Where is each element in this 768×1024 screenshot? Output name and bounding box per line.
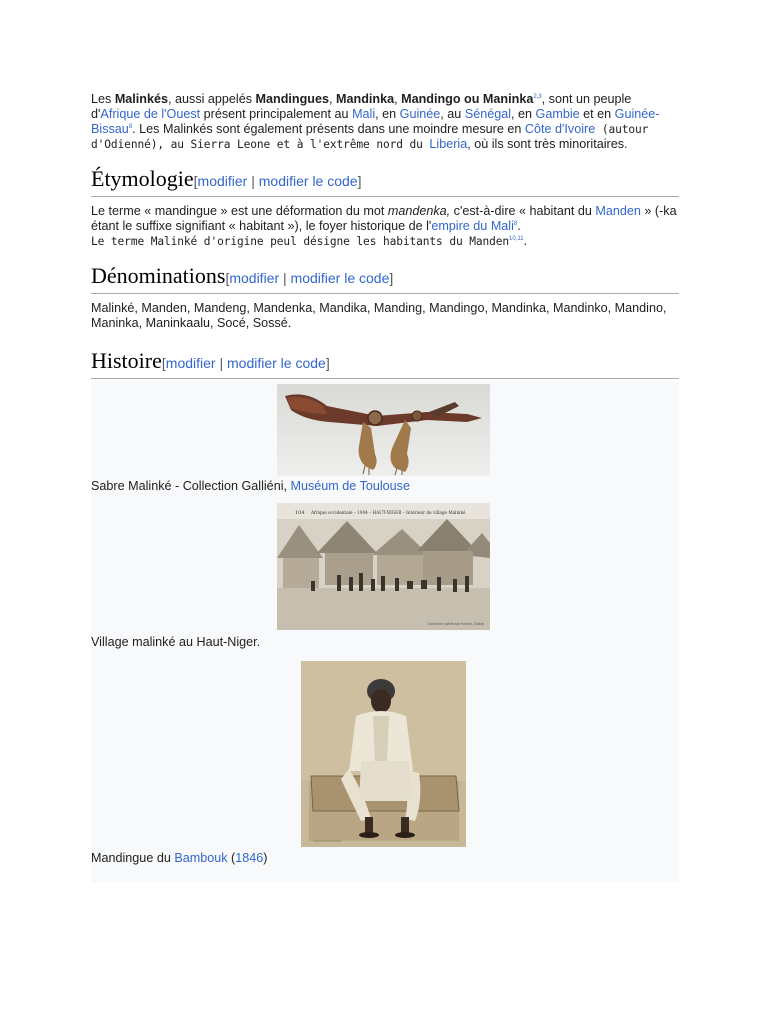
caption-text: ( <box>227 851 236 865</box>
bracket: ] <box>325 355 330 371</box>
heading-title: Étymologie <box>91 166 194 191</box>
mandingue-caption <box>91 851 267 866</box>
caption-text: Mandingue du <box>91 851 175 865</box>
section-heading-histoire <box>91 348 679 379</box>
text: , en <box>375 107 400 121</box>
link-guinee[interactable]: Guinée <box>399 107 441 121</box>
postcard-header: Afrique occidentale – 1904 – HAUT-NIGER – Intérieur de village Malinké <box>311 510 466 515</box>
sabre-image[interactable] <box>277 384 490 476</box>
intro-paragraph <box>91 92 679 152</box>
text: , aussi appelés <box>168 92 256 106</box>
bold-term: Malinkés <box>114 92 169 106</box>
bracket: [ <box>225 270 230 286</box>
link-guinee-bissau[interactable]: Guinée-Bissau <box>91 107 660 136</box>
edit-code-link[interactable]: modifier le code <box>227 355 326 371</box>
village-image[interactable] <box>277 503 490 630</box>
sabre-caption <box>91 479 410 494</box>
denominations-paragraph: Malinké, Manden, Mandeng, Mandenka, Mandika, Manding, Mandingo, Mandinka, Mandinko, Mandino, Maninka, Maninkaalu, Socé, Sossé. <box>91 301 667 330</box>
link-senegal[interactable]: Sénégal <box>464 107 512 121</box>
section-heading-denominations <box>91 263 679 294</box>
bracket: [ <box>161 355 166 371</box>
bracket: ] <box>389 270 394 286</box>
link-afrique-ouest[interactable]: Afrique de l'Ouest <box>100 107 201 121</box>
caption-text: Sabre Malinké - Collection Galliéni, <box>91 479 291 493</box>
link-museum-toulouse[interactable]: Muséum de Toulouse <box>290 479 410 493</box>
text: . <box>517 219 521 233</box>
edit-link[interactable]: modifier <box>229 270 280 286</box>
text: , en <box>511 107 536 121</box>
edit-code-link[interactable]: modifier le code <box>258 173 358 189</box>
link-bambouk[interactable]: Bambouk <box>174 851 228 865</box>
text: . <box>523 234 528 248</box>
heading-title: Dénominations <box>91 263 226 288</box>
text: (autour d'Odienné), au Sierra Leone et à l'extrême nord du <box>91 123 649 151</box>
caption-text: ) <box>263 851 268 865</box>
text: présent principalement au <box>200 107 353 121</box>
link-empire-mali[interactable]: empire du Mali <box>431 219 514 233</box>
section-heading-etymologie <box>91 166 679 197</box>
separator: | <box>247 173 259 189</box>
link-cote-divoire[interactable]: Côte d'Ivoire <box>524 122 596 136</box>
text: , <box>329 92 336 106</box>
heading-title: Histoire <box>91 348 162 373</box>
edit-section <box>225 270 393 286</box>
link-1846[interactable]: 1846 <box>235 851 264 865</box>
link-mali[interactable]: Mali <box>352 107 376 121</box>
text: c'est-à-dire « habitant du <box>450 204 596 218</box>
mandingue-portrait-image[interactable] <box>301 661 466 847</box>
text: , où ils sont très minoritaires. <box>467 137 628 151</box>
postcard-number: 104 <box>295 510 305 516</box>
bracket: ] <box>357 173 362 189</box>
reference-link[interactable]: 8 <box>128 124 133 130</box>
text: et en <box>579 107 615 121</box>
text: » (-ka étant le suffixe signifiant « habitant »), le foyer historique de l' <box>91 204 677 233</box>
text: , sont un peuple d' <box>91 92 632 121</box>
text: , <box>394 92 402 106</box>
text: Le terme Malinké d'origine peul désigne les habitants du Manden <box>91 235 510 248</box>
etymologie-paragraph <box>91 204 679 249</box>
bold-term: Mandingo ou Maninka <box>401 92 534 106</box>
village-caption: Village malinké au Haut-Niger. <box>91 635 261 649</box>
bracket: [ <box>193 173 198 189</box>
article-content <box>91 92 679 882</box>
edit-link[interactable]: modifier <box>165 355 216 371</box>
link-manden[interactable]: Manden <box>595 204 641 218</box>
text: Le terme « mandingue » est une déformation du mot <box>91 204 388 218</box>
bold-term: Mandingues <box>255 92 329 106</box>
text: , au <box>440 107 465 121</box>
text: . Les Malinkés sont également présents dans une moindre mesure en <box>132 122 525 136</box>
edit-code-link[interactable]: modifier le code <box>290 270 390 286</box>
reference-link[interactable]: 8 <box>513 221 518 227</box>
separator: | <box>279 270 291 286</box>
bold-term: Mandinka <box>336 92 395 106</box>
text: Les <box>91 92 115 106</box>
reference-link[interactable]: 10,11 <box>509 236 524 242</box>
edit-section <box>194 173 362 189</box>
edit-link[interactable]: modifier <box>197 173 248 189</box>
separator: | <box>215 355 227 371</box>
gallery <box>91 382 679 882</box>
italic-term: mandenka, <box>387 204 451 218</box>
postcard-footer: Collection générale Fortier, Dakar <box>427 622 485 626</box>
reference-link[interactable]: 2,3 <box>533 94 542 100</box>
edit-section <box>162 355 330 371</box>
link-liberia[interactable]: Liberia <box>429 137 468 151</box>
link-gambie[interactable]: Gambie <box>535 107 580 121</box>
